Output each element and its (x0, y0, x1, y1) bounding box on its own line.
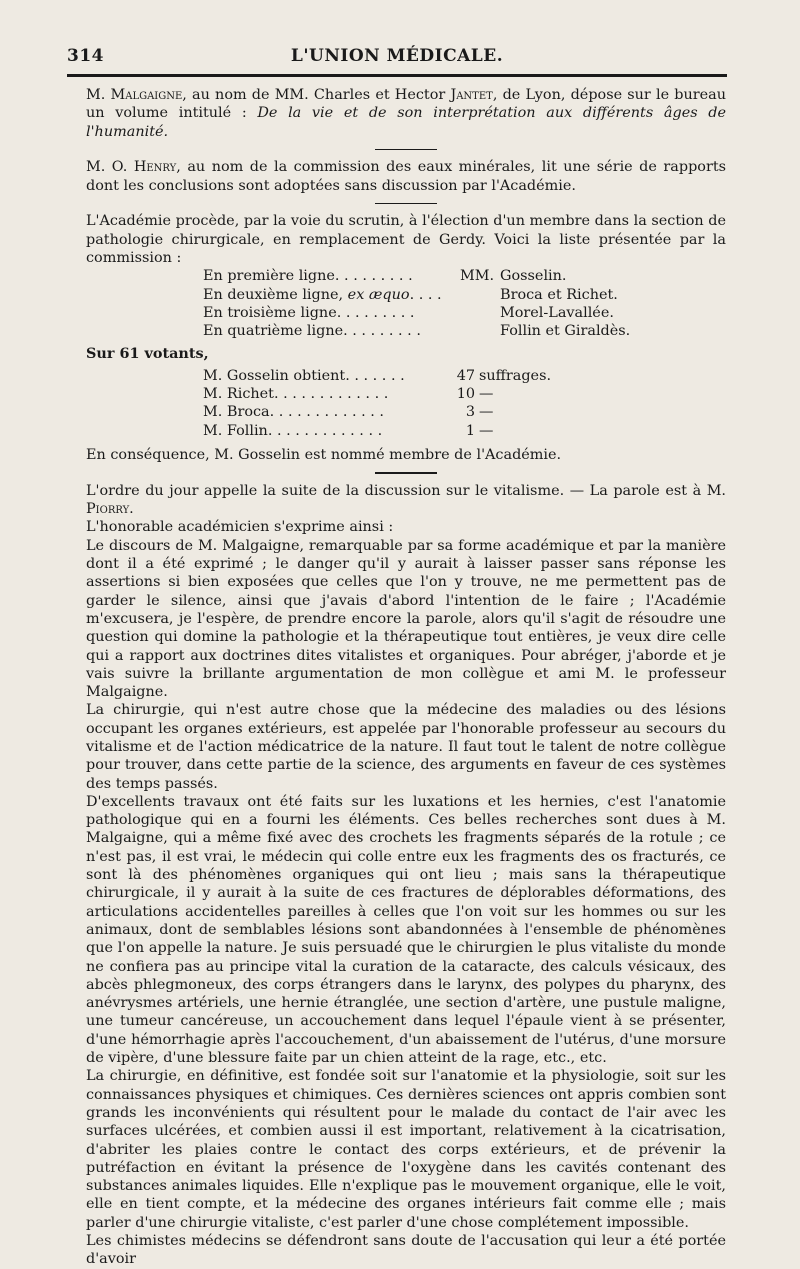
section-separator (375, 203, 437, 205)
header-rule (67, 74, 727, 77)
vote-row (86, 403, 726, 421)
candidate-rank: En troisième ligne. . . . . . . . . (203, 304, 415, 321)
vote-count: 10 (456, 386, 475, 403)
order-text: L'ordre du jour appelle la suite de la discussion sur le vitalisme. — La parole est à (86, 482, 707, 499)
vote-row (86, 422, 726, 440)
candidate-rank: En quatrième ligne. . . . . . . . . (203, 323, 421, 340)
vote-candidate: M. Gosselin obtient. . . . . . . (203, 367, 405, 384)
order-paragraph (86, 482, 726, 519)
malgaigne-text-1: au nom de MM. Charles et Hector (186, 87, 451, 103)
rank-tail: . . . . (409, 286, 442, 303)
candidate-list (86, 267, 726, 340)
running-title: L'UNION MÉDICALE. (290, 46, 504, 66)
candidate-row (86, 286, 726, 304)
candidate-prefix (460, 286, 500, 304)
speaker-henry: M. O. Henry, (86, 159, 181, 176)
vote-candidate: M. Broca. . . . . . . . . . . . . (203, 404, 385, 421)
vote-row (86, 385, 726, 403)
candidate-names: Gosselin. (500, 268, 567, 285)
henry-paragraph (86, 158, 726, 195)
book-title: De la vie et de son interprétation aux différents âges de l'humanité. (86, 105, 727, 140)
candidate-rank (86, 286, 460, 304)
speech-paragraph: La chirurgie, en définitive, est fondée soit sur l'anatomie et la physiologie, soit sur les connaissances physiques et chimiques. Ces dernières sciences ont appris combien sont grands les inconvénients qui résultent pour le malade du contact de l'air avec les surfaces ulcérées, et combien aussi il est important, relativement à la cicatrisation, d'abriter les plaies contre le contact des corps extérieurs, et de prévenir la putréfaction en évitant la présence de l'oxygène dans les cavités contenant des substances animales liquides. Elle n'explique pas le mouvement organique, elle le voit, elle en tient compte, et la médecine des organes intérieurs fait comme elle ; mais parler d'une chirurgie vitaliste, c'est parler d'une chose complétement impossible. (86, 1068, 726, 1231)
speaker-piorry: M. Piorry. (86, 482, 726, 518)
rank-italic: ex æquo (347, 286, 410, 303)
henry-text: au nom de la commission des eaux minérales, lit une série de rapports dont les conclusions sont adoptées sans discussion par l'Académie. (86, 159, 727, 194)
election-paragraph: L'Académie procède, par la voie du scrutin, à l'élection d'un membre dans la section de pathologie chirurgicale, en remplacement de Gerdy. Voici la liste présentée par la commission : (86, 213, 726, 267)
candidate-names: Morel-Lavallée. (500, 304, 614, 321)
candidate-row (86, 322, 726, 340)
vote-candidate: M. Richet. . . . . . . . . . . . . (203, 386, 389, 403)
speaker-malgaigne: M. Malgaigne, (86, 87, 187, 103)
speech-paragraph: D'excellents travaux ont été faits sur les luxations et les hernies, c'est l'anatomie pathologique qui en a fourni les éléments. Ces belles recherches sont dues à M. Malgaigne, qui a même fixé avec des crochets les fragments séparés de la rotule ; ce n'est pas, il est vrai, le médecin qui colle entre eux les fragments des os fracturés, ce sont là des phénomènes organiques qui ont lieu ; mais sans la thérapeutique chirurgicale, il y aurait à la suite de ces fractures de déplorables déformations, des articulations accidentelles pareilles à celles que l'on voit sur les hommes ou sur les animaux, dont de semblables lésions sont abandonnées à l'ensemble de phénomènes que l'on appelle la nature. Je suis persuadé que le chirurgien le plus vitaliste du monde ne confiera pas au principe vital la curation de la cataracte, des calculs vésicaux, des abcès phlegmoneux, des corps étrangers dans le larynx, des polypes du pharynx, des anévrysmes artériels, une hernie étranglée, une section d'artère, une pustule maligne, une tumeur cancéreuse, un accouchement dans lequel l'épaule vient à se présenter, d'une hémorrhagie après l'accouchement, d'un abaissement de l'utérus, d'une morsure de vipère, d'une blessure faite par un chien atteint de la rage, etc., etc. (86, 793, 726, 1067)
vote-suffix: — (479, 386, 494, 403)
candidate-prefix (460, 304, 500, 322)
candidate-row (86, 267, 726, 285)
vote-count: 47 (456, 367, 475, 384)
candidate-row (86, 304, 726, 322)
vote-candidate: M. Follin. . . . . . . . . . . . . (203, 422, 383, 439)
name-jantet: Jantet (450, 87, 493, 103)
malgaigne-paragraph (86, 86, 726, 141)
vote-suffix: — (479, 422, 494, 439)
candidate-prefix (460, 322, 500, 340)
page-header (67, 42, 727, 70)
vote-results (86, 367, 726, 440)
vote-suffix: suffrages. (479, 367, 552, 384)
rank-text: En deuxième ligne, (203, 286, 348, 303)
speech-paragraph: Les chimistes médecins se défendront sans doute de l'accusation qui leur a été portée d'avoir (86, 1233, 726, 1268)
vote-suffix: — (479, 404, 494, 421)
page-number: 314 (67, 46, 104, 66)
result-paragraph: En conséquence, M. Gosselin est nommé membre de l'Académie. (86, 447, 562, 464)
vote-count: 1 (465, 422, 475, 439)
section-separator (375, 472, 437, 474)
candidate-names: Broca et Richet. (500, 286, 618, 303)
section-separator (375, 149, 437, 151)
votes-label: Sur 61 votants, (86, 344, 209, 362)
page-body (86, 86, 726, 1269)
candidate-prefix: MM. (460, 268, 495, 285)
vote-count: 3 (465, 404, 475, 421)
vote-row (86, 367, 726, 385)
speech-paragraph: La chirurgie, qui n'est autre chose que la médecine des maladies ou des lésions occupant les organes extérieurs, est appelée par l'honorable professeur au secours du vitalisme et de l'action médicatrice de la nature. Il faut tout le talent de notre collègue pour trouver, dans cette partie de la science, des arguments en faveur de ces systèmes des temps passés. (86, 702, 726, 792)
intro-paragraph: L'honorable académicien s'exprime ainsi : (86, 519, 394, 536)
malgaigne-text-2: , de Lyon, dépose sur le bureau un volume intitulé : (86, 87, 726, 122)
candidate-names: Follin et Giraldès. (500, 323, 631, 340)
speech-paragraph: Le discours de M. Malgaigne, remarquable par sa forme académique et par la manière dont il a été exprimé ; le danger qu'il y aurait à laisser passer sans réponse les assertions si bien exposées que celles que l'on y trouve, ne me permettent pas de garder le silence, ainsi que j'avais d'abord l'intention de le faire ; l'Académie m'excusera, je l'espère, de prendre encore la parole, alors qu'il s'agit de résoudre une question qui domine la pathologie et la thérapeutique tout entières, je veux dire celle qui a rapport aux doctrines dites vitalistes et organiques. Pour abréger, j'aborde et je vais suivre la brillante argumentation de mon collègue et ami M. le professeur Malgaigne. (86, 537, 726, 701)
candidate-rank: En première ligne. . . . . . . . . (203, 268, 413, 285)
